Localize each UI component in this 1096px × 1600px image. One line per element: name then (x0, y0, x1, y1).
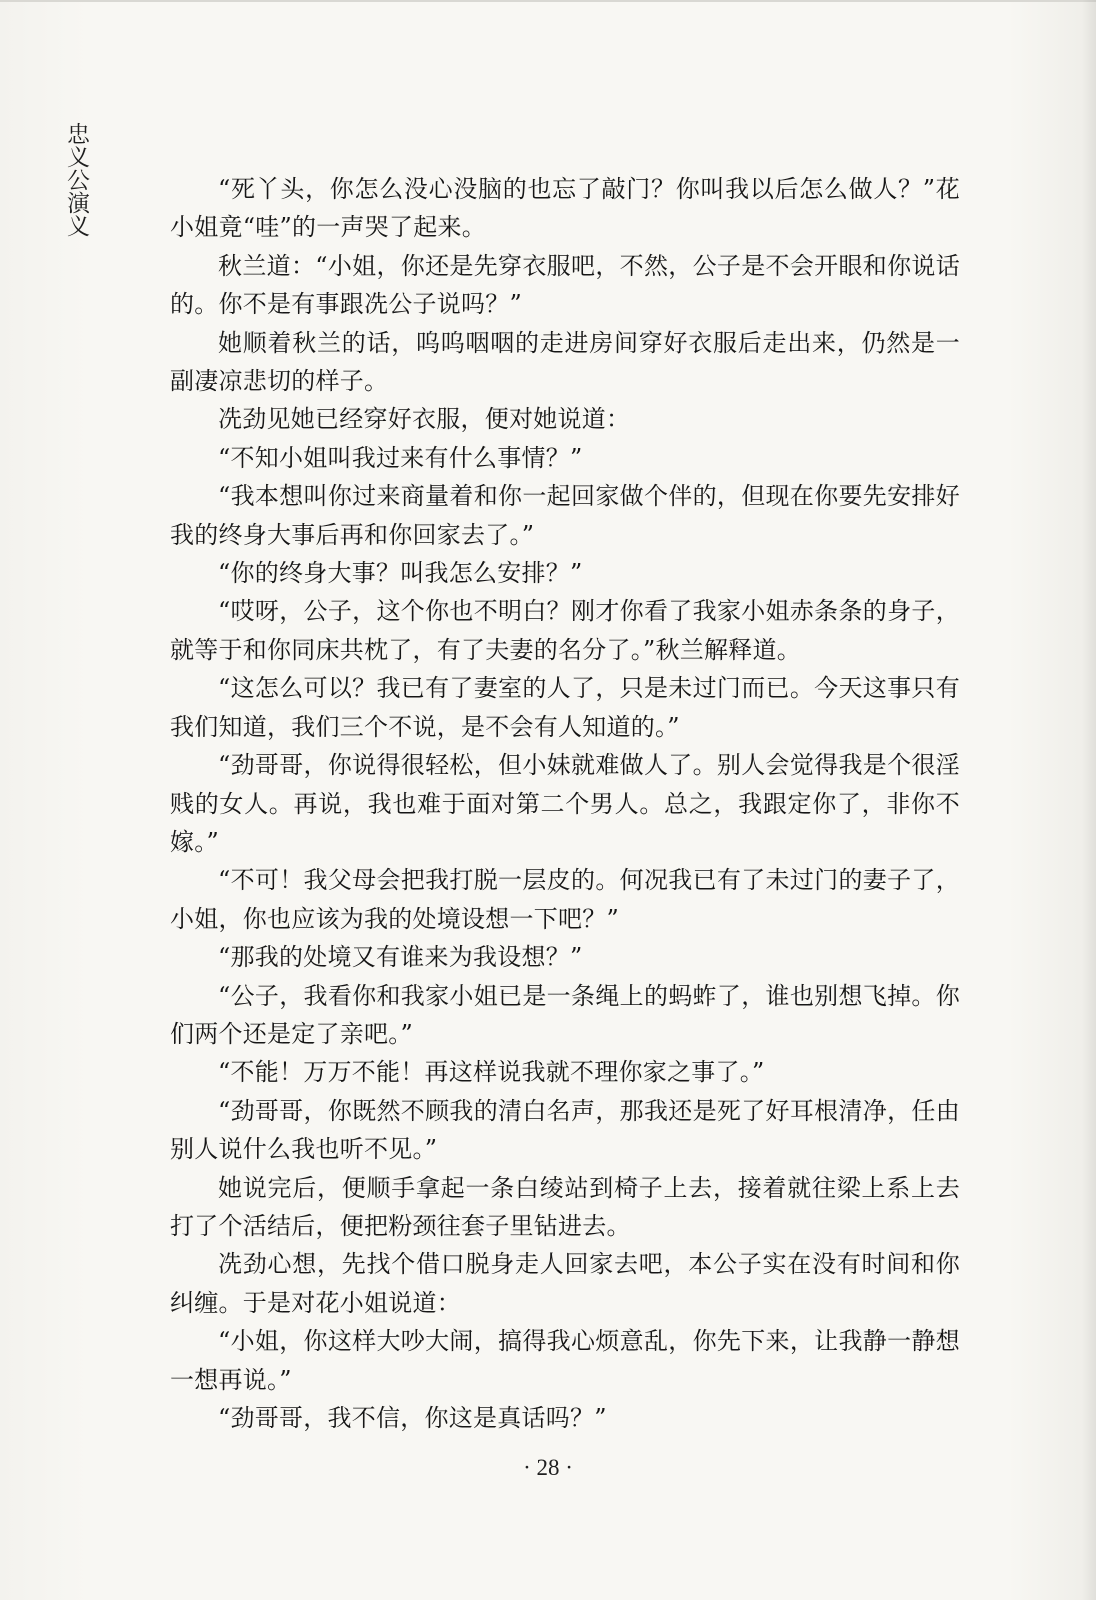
page-right-shadow (1082, 0, 1096, 1600)
page-number: · 28 · (523, 1455, 573, 1480)
page-top-edge (0, 0, 1096, 2)
paragraph: “那我的处境又有谁来为我设想？” (218, 943, 583, 972)
book-side-title: 忠义公演义 (63, 122, 89, 237)
paragraph: “劲哥哥，我不信，你这是真话吗？” (218, 1404, 607, 1432)
paragraph: 冼劲心想，先找个借口脱身走人回家去吧，本公子实在没有时间和你纠缠。于是对花小姐说道： (170, 1250, 960, 1317)
paragraph: “公子，我看你和我家小姐已是一条绳上的蚂蚱了，谁也别想飞掉。你们两个还是定了亲吧。” (170, 981, 960, 1048)
book-text-body (170, 170, 960, 1437)
paragraph: “不可！我父母会把我打脱一层皮的。何况我已有了未过门的妻子了，小姐，你也应该为我的处境设想一下吧？” (170, 866, 960, 933)
paragraph: “不知小姐叫我过来有什么事情？” (218, 443, 583, 472)
paragraph: “劲哥哥，你说得很轻松，但小妹就难做人了。别人会觉得我是个很淫贱的女人。再说，我也难于面对第二个男人。总之，我跟定你了，非你不嫁。” (170, 751, 960, 856)
paragraph: “小姐，你这样大吵大闹，搞得我心烦意乱，你先下来，让我静一静想一想再说。” (170, 1327, 960, 1394)
paragraph: “你的终身大事？叫我怎么安排？” (218, 559, 583, 588)
paragraph: “哎呀，公子，这个你也不明白？刚才你看了我家小姐赤条条的身子，就等于和你同床共枕了，有了夫妻的名分了。”秋兰解释道。 (170, 597, 960, 664)
paragraph: 她说完后，便顺手拿起一条白绫站到椅子上去，接着就往梁上系上去打了个活结后，便把粉颈往套子里钻进去。 (170, 1173, 960, 1240)
paragraph: 她顺着秋兰的话，呜呜咽咽的走进房间穿好衣服后走出来，仍然是一副凄凉悲切的样子。 (170, 328, 960, 396)
paragraph: “死丫头，你怎么没心没脑的也忘了敲门？你叫我以后怎么做人？”花小姐竟“哇”的一声哭了起来。 (170, 175, 960, 242)
paragraph: “我本想叫你过来商量着和你一起回家做个伴的，但现在你要先安排好我的终身大事后再和你回家去了。” (170, 482, 960, 549)
paragraph: 秋兰道：“小姐，你还是先穿衣服吧，不然，公子是不会开眼和你说话的。你不是有事跟冼公子说吗？” (170, 251, 960, 319)
paragraph: “劲哥哥，你既然不顾我的清白名声，那我还是死了好耳根清净，任由别人说什么我也听不见。” (170, 1096, 960, 1164)
paragraph: “不能！万万不能！再这样说我就不理你家之事了。” (218, 1058, 765, 1087)
paragraph: “这怎么可以？我已有了妻室的人了，只是未过门而已。今天这事只有我们知道，我们三个不说，是不会有人知道的。” (170, 674, 960, 741)
paragraph: 冼劲见她已经穿好衣服，便对她说道： (218, 405, 631, 434)
